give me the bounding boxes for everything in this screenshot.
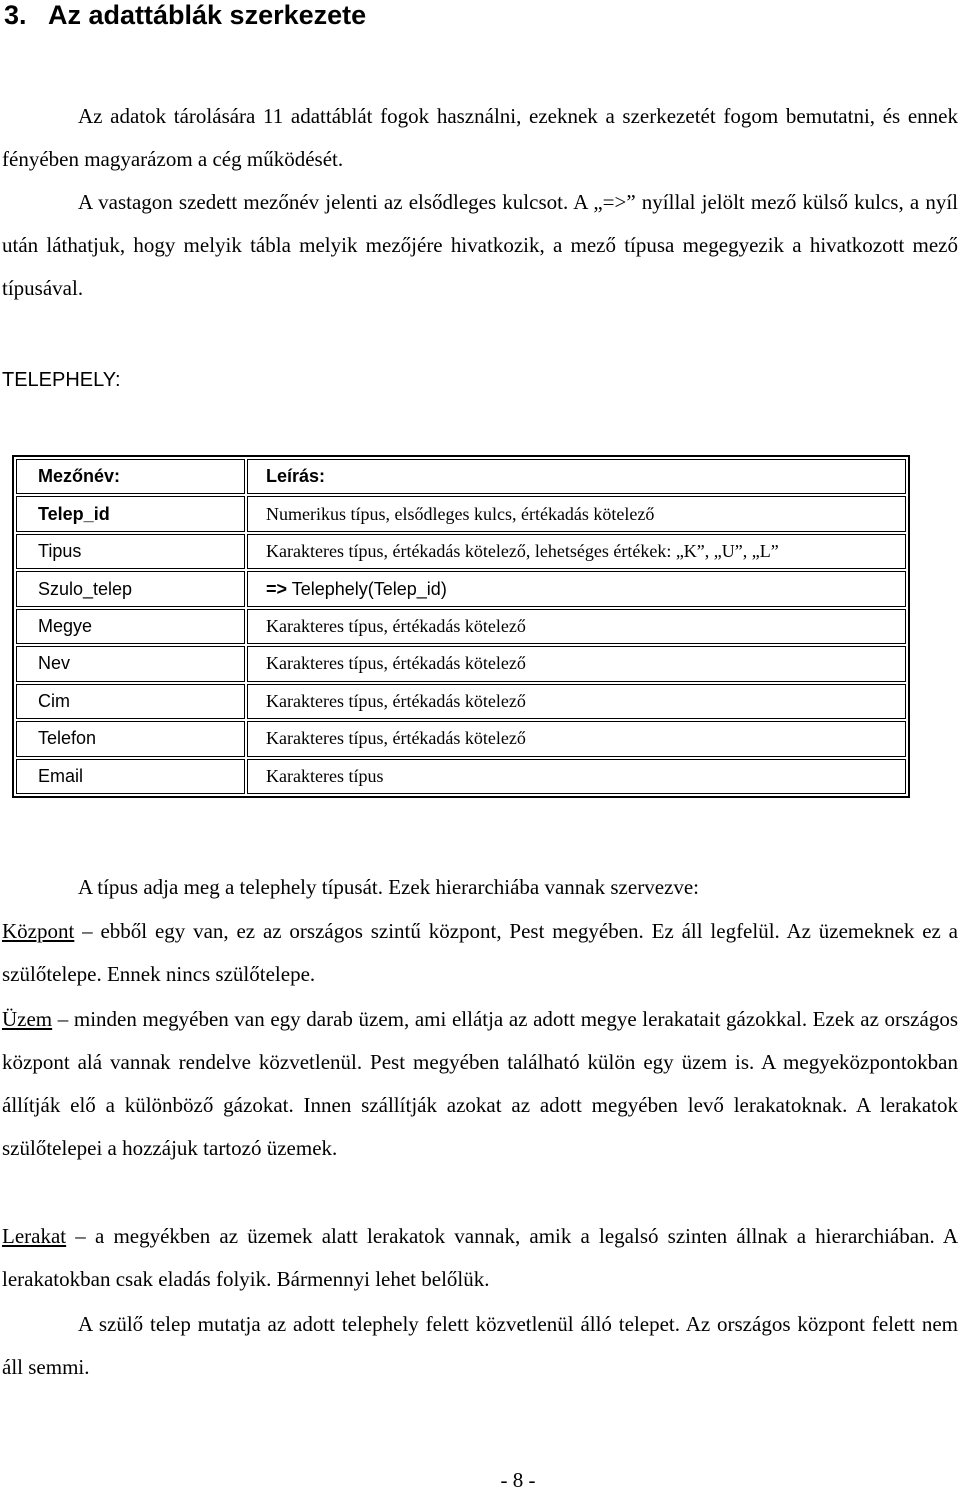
- foreign-key-description: [247, 571, 906, 606]
- table-row: [16, 609, 906, 644]
- table-label: TELEPHELY:: [2, 369, 121, 391]
- kozpont-paragraph: [2, 910, 958, 996]
- intro-paragraph-1: Az adatok tárolására 11 adattáblát fogok használni, ezeknek a szerkezetét fogom bemutatni, és ennek fényében magyarázom a cég működését.: [2, 104, 958, 171]
- term-kozpont: Központ: [2, 919, 75, 943]
- lerakat-paragraph: [2, 1215, 958, 1301]
- table-row: [16, 646, 906, 681]
- field-description: Karakteres típus: [247, 759, 906, 795]
- section-heading: [4, 0, 366, 30]
- field-name: Cim: [16, 684, 245, 719]
- field-description: Karakteres típus, értékadás kötelező: [247, 646, 906, 681]
- field-name: Megye: [16, 609, 245, 644]
- field-description: Karakteres típus, értékadás kötelező: [247, 684, 906, 719]
- intro-paragraph-2: A vastagon szedett mezőnév jelenti az elsődleges kulcsot. A „=>” nyíllal jelölt mező külső kulcs, a nyíl után láthatjuk, hogy melyik tábla melyik mezőjére hivatkozik, a mező típusa megegyezik a hivatkozott mező típusával.: [2, 190, 958, 300]
- header-description: Leírás:: [247, 459, 906, 494]
- page-number: - 8 -: [500, 1468, 536, 1492]
- table-row: [16, 534, 906, 569]
- field-name: Tipus: [16, 534, 245, 569]
- lerakat-text: – a megyékben az üzemek alatt lerakatok vannak, amik a legalsó szinten állnak a hierarchiában. A lerakatokban csak eladás folyik. Bármennyi lehet belőlük.: [2, 1224, 958, 1291]
- field-description: Karakteres típus, értékadás kötelező: [247, 609, 906, 644]
- telephely-table: [12, 455, 910, 798]
- foreign-key-arrow: =>: [266, 578, 288, 599]
- uzem-text: – minden megyében van egy darab üzem, ami ellátja az adott megye lerakatait gázokkal. Ezek az országos központ alá vannak rendelve közvetlenül. Pest megyében található külön egy üzem is. A megyeközpontokban állítják elő a különböző gázokat. Innen szállítják azokat az adott megyében levő lerakatoknak. A lerakatok szülőtelepei a hozzájuk tartozó üzemek.: [2, 1007, 958, 1160]
- foreign-key-target: Telephely(Telep_id): [291, 578, 447, 599]
- field-description: Karakteres típus, értékadás kötelező: [247, 721, 906, 756]
- table-row: [16, 496, 906, 531]
- section-number: 3.: [4, 0, 27, 30]
- field-name: Szulo_telep: [16, 571, 245, 606]
- term-uzem: Üzem: [2, 1007, 53, 1031]
- header-field-name: Mezőnév:: [16, 459, 245, 494]
- table-row: [16, 571, 906, 606]
- field-description: Karakteres típus, értékadás kötelező, lehetséges értékek: „K”, „U”, „L”: [247, 534, 906, 569]
- section-title: Az adattáblák szerkezete: [48, 0, 367, 30]
- body-paragraph-parent: A szülő telep mutatja az adott telephely felett közvetlenül álló telepet. Az országos központ felett nem áll semmi.: [2, 1312, 958, 1379]
- field-name: Nev: [16, 646, 245, 681]
- field-name-primary-key: Telep_id: [16, 496, 245, 531]
- table-row: [16, 721, 906, 756]
- field-name: Telefon: [16, 721, 245, 756]
- table-row: [16, 759, 906, 795]
- uzem-paragraph: [2, 998, 958, 1170]
- field-name: Email: [16, 759, 245, 795]
- term-lerakat: Lerakat: [2, 1224, 67, 1248]
- kozpont-text: – ebből egy van, ez az országos szintű központ, Pest megyében. Ez áll legfelül. Az üzemeknek ez a szülőtelepe. Ennek nincs szülőtelepe.: [2, 919, 958, 986]
- table-row: [16, 684, 906, 719]
- field-description: Numerikus típus, elsődleges kulcs, értékadás kötelező: [247, 496, 906, 531]
- table-header-row: [16, 459, 906, 494]
- body-paragraph-types: A típus adja meg a telephely típusát. Ezek hierarchiába vannak szervezve:: [78, 875, 699, 899]
